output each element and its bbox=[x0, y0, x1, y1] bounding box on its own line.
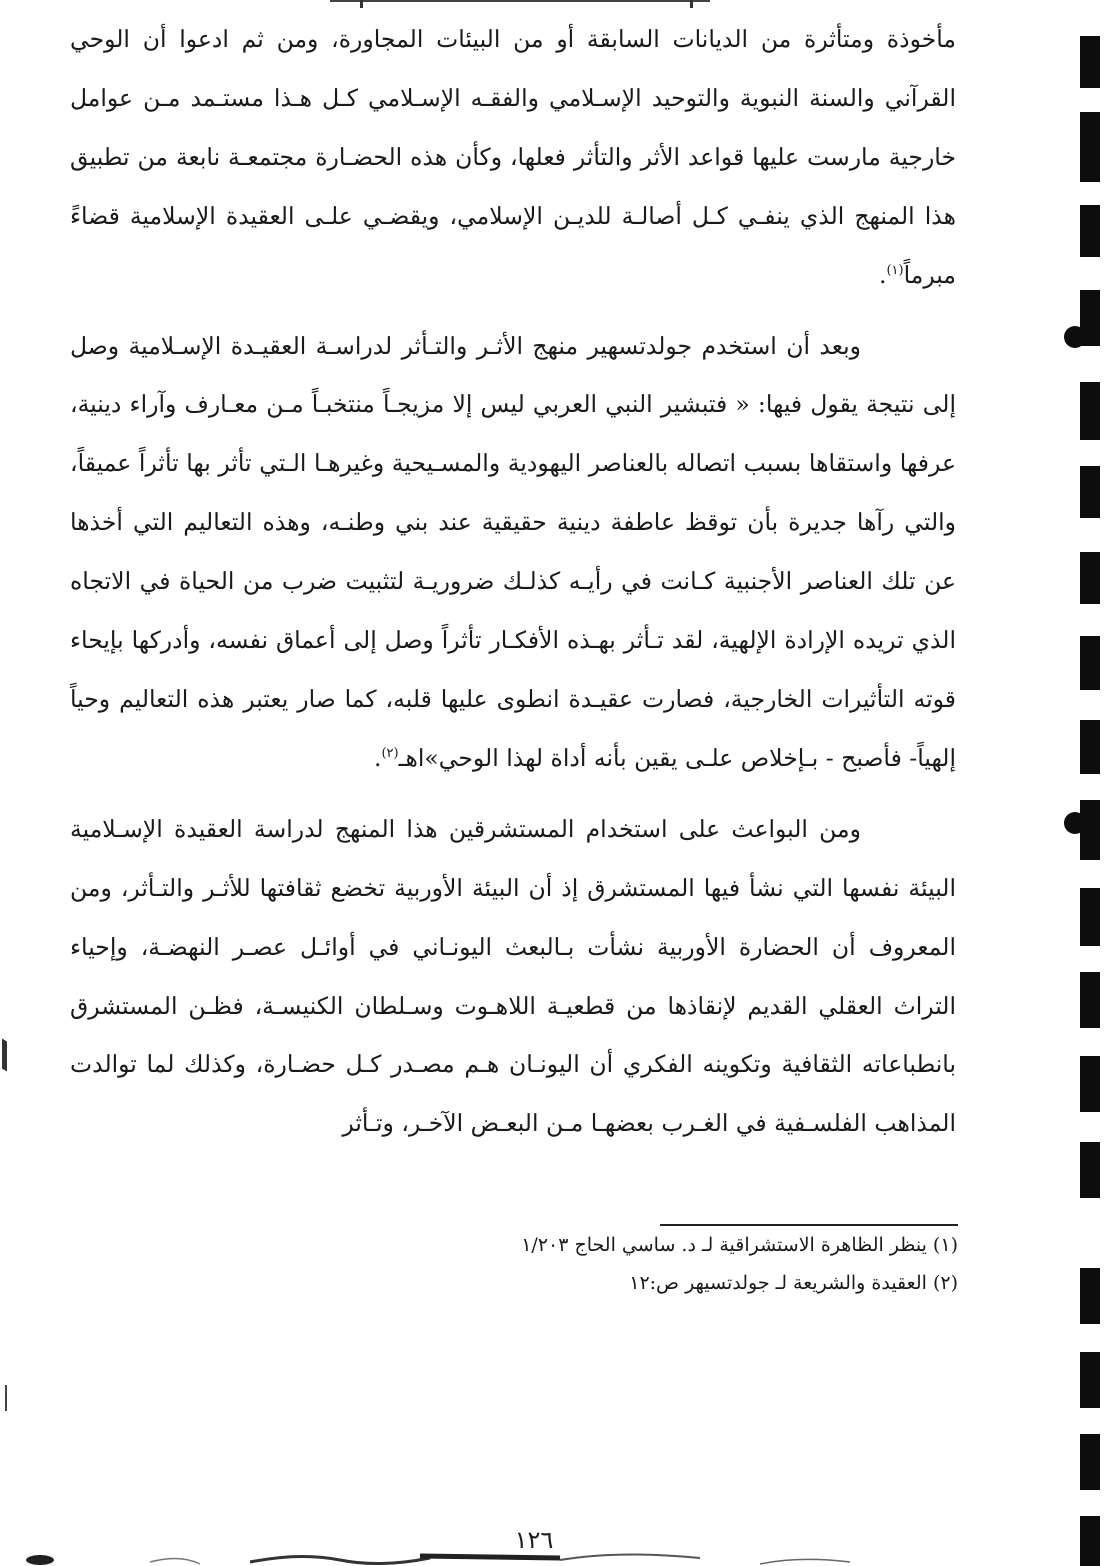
top-scan-mark bbox=[690, 0, 693, 8]
binding-mark bbox=[1080, 1352, 1100, 1408]
binding-dot bbox=[1064, 326, 1086, 348]
main-text bbox=[70, 10, 956, 1153]
paragraph-3: ومن البواعث على استخدام المستشرقين هذا المنهج لدراسة العقيدة الإسـلامية البيئة نفسها التي نشأ فيها المستشرق إذ أن البيئة الأوربية تخضع ثقافتها للأثـر والتـأثر، ومن المعروف أن الحضارة الأوربية نشأت بـالبعث اليونـاني في أوائـل عصـر النهضـة، وإحياء التراث العقلي القديم لإنقاذها من قطعيـة اللاهـوت وسـلطان الكنيسـة، فظـن المستشرق بانطباعاته الثقافية وتكوينه الفكري أن اليونـان هـم مصـدر كـل حضـارة، وكذلك لما توالدت المذاهب الفلسـفية في الغـرب بعضهـا مـن البعـض الآخـر، وتـأثر bbox=[70, 814, 956, 1138]
binding-mark bbox=[1080, 720, 1100, 774]
binding-mark bbox=[1080, 112, 1100, 182]
binding-mark bbox=[1080, 382, 1100, 440]
binding-mark bbox=[1080, 552, 1100, 604]
paragraph-2: وبعد أن استخدم جولدتسهير منهج الأثـر والتـأثر لدراسـة العقيـدة الإسـلامية وصل إلى نتيجة يقول فيها: « فتبشير النبي العربي ليس إلا مزيجـاً منتخبـاً مـن معـارف وآراء دينية، عرفها واستقاها بسبب اتصاله بالعناصر اليهودية والمسـيحية وغيرهـا الـتي تأثر بها تأثراً عميقاً، والتي رآها جديرة بأن توقظ عاطفة دينية حقيقية عند بني وطنـه، وهذه التعاليم التي أخذها عن تلك العناصر الأجنبية كـانت في رأيـه كذلـك ضروريـة لتثبيت ضرب من الحياة في الاتجاه الذي تريده الإرادة الإلهية، لقد تـأثر بهـذه الأفكـار تأثراً وصل إلى أعماق نفسه، وأدركها بإيحاء قوته التأثيرات الخارجية، فصارت عقيـدة انطوى عليها قلبه، كما صار يعتبر هذه التعاليم وحياً إلهياً- فأصبح - بـإخلاص علـى يقين بأنه أداة لهذا الوحي»اهـ$^{(٢)}$. bbox=[70, 331, 956, 772]
footnote-1: (١) ينظر الظاهرة الاستشراقية لـ د. ساسي الحاج ١/٢٠٣ bbox=[521, 1234, 958, 1256]
binding-mark bbox=[1080, 1434, 1100, 1490]
left-edge-tick bbox=[5, 1385, 7, 1411]
binding-mark bbox=[1080, 888, 1100, 946]
binding-mark bbox=[1080, 466, 1100, 518]
binding-mark bbox=[1080, 636, 1100, 690]
page-number: ١٢٦ bbox=[514, 1526, 554, 1554]
paragraph-1: مأخوذة ومتأثرة من الديانات السابقة أو من البيئات المجاورة، ومن ثم ادعوا أن الوحي القرآني والسنة النبوية والتوحيد الإسـلامي والفقـه الإسـلامي كـل هـذا مستـمد مـن عوامل خارجية مارست عليها قواعد الأثر والتأثر فعلها، وكأن هذه الحضـارة مجتمعـة نابعة من تطبيق هذا المنهج الذي ينفـي كـل أصالـة للديـن الإسلامي، ويقضـي علـى العقيدة الإسلامية قضاءً مبرماً$^{(١)}$. bbox=[70, 25, 956, 289]
binding-mark bbox=[1080, 1268, 1100, 1324]
binding-mark bbox=[1080, 972, 1100, 1028]
footnote-2: (٢) العقيدة والشريعة لـ جولدتسيهر ص:١٢ bbox=[629, 1272, 958, 1294]
binding-mark bbox=[1080, 1142, 1100, 1198]
binding-dot bbox=[1064, 812, 1086, 834]
binding-mark bbox=[1080, 205, 1100, 257]
footnote-ref-2: (٢) bbox=[381, 746, 399, 762]
top-scan-mark bbox=[360, 0, 363, 8]
top-scan-line bbox=[330, 0, 710, 2]
footnotes bbox=[200, 1226, 958, 1302]
left-edge-mark bbox=[2, 1039, 7, 1072]
binding-mark bbox=[1080, 36, 1100, 88]
binding-mark bbox=[1080, 1056, 1100, 1112]
footnote-ref-1: (١) bbox=[886, 262, 904, 278]
bottom-scan-noise bbox=[0, 1546, 1108, 1566]
